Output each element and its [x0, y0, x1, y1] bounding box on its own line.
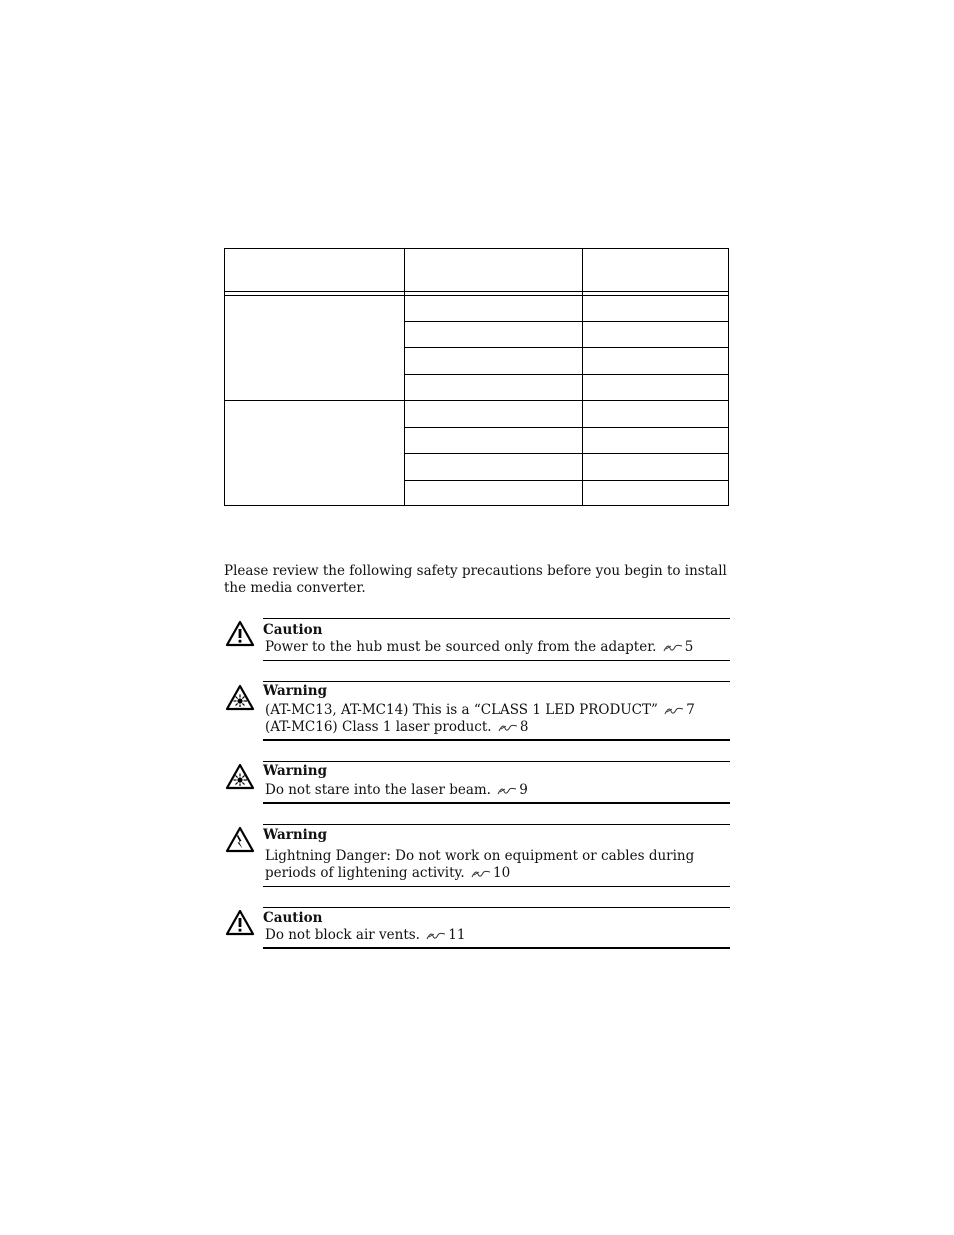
notice-warning-laser-class: [224, 681, 730, 743]
notice-top-rule: [263, 824, 730, 825]
notice-text-line: (AT-MC16) Class 1 laser product. 8: [265, 719, 529, 735]
notice-bottom-rule: [263, 802, 730, 804]
spec-table: [224, 248, 729, 506]
table-row-rule: [404, 347, 728, 348]
table-row-rule: [404, 480, 728, 481]
reference-icon: [498, 723, 518, 733]
notice-bottom-rule: [263, 886, 730, 887]
notice-title: Caution: [263, 910, 323, 926]
notice-title: Caution: [263, 622, 323, 638]
notice-caution-power: [224, 618, 730, 662]
notice-bottom-rule: [263, 947, 730, 949]
translation-ref-number: 10: [492, 865, 511, 881]
notice-top-rule: [263, 761, 730, 762]
table-column-divider: [404, 249, 405, 505]
notice-text-line: (AT-MC13, AT-MC14) This is a “CLASS 1 LED PRODUCT” 7: [265, 702, 695, 718]
caution-triangle-icon: [225, 620, 255, 648]
lightning-warning-icon: [225, 826, 255, 854]
notice-warning-lightning: [224, 824, 730, 888]
notice-bottom-rule: [263, 739, 730, 741]
notice-text-line: Power to the hub must be sourced only from the adapter. 5: [265, 639, 694, 655]
table-header-rule: [225, 295, 728, 296]
notice-text-line: Lightning Danger: Do not work on equipment or cables during periods of lightening activity. 10: [265, 848, 695, 881]
translation-ref-number: 8: [519, 719, 529, 735]
translation-ref-number: 11: [448, 927, 466, 943]
translation-ref-number: 5: [684, 639, 694, 655]
notice-bottom-rule: [263, 660, 730, 661]
translation-ref-number: 9: [519, 782, 528, 798]
table-group-rule: [225, 400, 728, 401]
laser-warning-icon: [225, 763, 255, 791]
table-row-rule: [404, 321, 728, 322]
table-row-rule: [404, 427, 728, 428]
notice-top-rule: [263, 618, 730, 619]
notice-warning-laser-beam: [224, 761, 730, 805]
table-row-rule: [404, 374, 728, 375]
notice-text-line: Do not stare into the laser beam. 9: [265, 782, 528, 798]
intro-paragraph: Please review the following safety precautions before you begin to install the media converter.: [224, 563, 727, 596]
laser-warning-icon: [225, 684, 255, 712]
notice-title: Warning: [263, 683, 328, 699]
reference-icon: [497, 786, 517, 796]
notice-text-line: Do not block air vents. 11: [265, 927, 466, 943]
reference-icon: [471, 869, 491, 879]
notice-top-rule: [263, 681, 730, 682]
table-column-divider: [582, 249, 583, 505]
reference-icon: [426, 931, 446, 941]
reference-icon: [663, 643, 683, 653]
notice-title: Warning: [263, 827, 328, 843]
table-row-rule: [404, 453, 728, 454]
caution-triangle-icon: [225, 909, 255, 937]
reference-icon: [664, 706, 684, 716]
notice-caution-air-vents: [224, 907, 730, 951]
table-header-rule: [225, 291, 728, 292]
translation-ref-number: 7: [686, 702, 695, 718]
notice-top-rule: [263, 907, 730, 908]
notice-title: Warning: [263, 763, 328, 779]
